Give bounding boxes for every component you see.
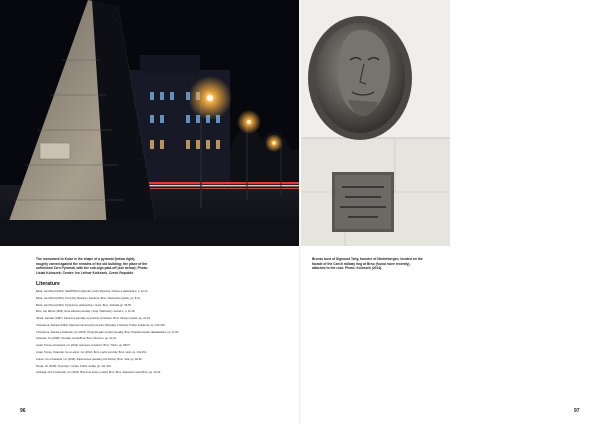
reference-item: Hlinek, Jaroslav (1987). Kamenne pamatky a pyramidy na Morave. Brno: Muzejni spolek, pp. 24-31. [36, 317, 151, 321]
right-photo-caption: Bronze bust of Sigmund Tahy, founder of Niederbergen, located on the facade of the Czech railway ring at Brno (found more recently), attached to the rock. Photo: Koleszek (2014). [312, 257, 423, 271]
reference-item: Leitner, Ivo a Koleszek, Ivo (2016). Zapomenute pamatky jizni Moravy. Brno: Jota, pp. 60-66. [36, 357, 143, 361]
reference-item: Lisiak, Tomas a Koleszek, Ivo (2011). Kamenne svedectvi. Brno: Tribun, pp. 88-97. [36, 344, 131, 348]
reference-item: Lisiak, Tomas, Koleszek, Ivo a Leitner, Ivo (2014). Brno a jeho pomniky. Brno: Host, pp. 144-151. [36, 351, 147, 355]
reference-item: Barta, Jan Mirosl (1932). Pomnicky Bystrice v literature. Brno: Vlastivedny spolek, pp. 8-15. [36, 296, 141, 300]
reference-item: Koleszek, Ivo (2008). Pamatky mesta Brna. Brno: Muzeum, pp. 12-19. [36, 337, 117, 341]
reference-item: Brno, Jan Mirosl (1939). Nove Zdenke pamatky v kraji. Vlastivedny vestnik 1, p. 12-18. [36, 310, 136, 314]
night-street-photo [0, 0, 300, 246]
bronze-relief-photo [300, 0, 450, 246]
page-number-left: 96 [20, 408, 26, 414]
reference-item: Novak, Jiri (2018). Pyramidy v Cesku. Praha: Grada, pp. 211-219. [36, 364, 112, 368]
reference-list [36, 290, 292, 378]
literature-heading: Literature [36, 281, 60, 287]
page-gutter [299, 0, 301, 424]
reference-item: Barta, Jan Mirosl (1924). Nastiff Bronzi (Zpevak z knihy Bystrice). Kultura a vlastiveda 2, p. 12-14. [36, 290, 149, 293]
page-number-right: 97 [574, 408, 580, 414]
bronze-relief-image [300, 0, 450, 246]
reference-item: Charvatova, Zdenka (1994). Tajemstvi kamennych pomniku (Pamatky a historie). Praha: Academia, pp. 103-108. [36, 323, 166, 327]
left-photo-caption: The monument to Kolar in the shape of a pyramid (below right), roughly carved against the remains of the old building; the place of the unfinished Zero Pyramid, with the sub-sign paid-off (see below); Photo: Lisiak Koleszek; Center: Ivo Leitner Koleszek, Czech Republic [36, 257, 148, 275]
reference-item: Barta, Jan Mirosl (1934). Pyramid ve vlastivednym zivote. Brno, Zahrada pp. 56-59. [36, 303, 132, 307]
reference-item: Charvatova, Zdenka a Koleszek, Ivo (2003). Pyramida jako symbol pamatky. Brno: Stredoevropske nakladatelstvi, pp. 41-52. [36, 330, 180, 334]
reference-item: Svoboda, Petr a Koleszek, Ivo (2019). Bronzove busty a reliefy Brna. Brno: Statutarni mesto Brno, pp. 33-40. [36, 371, 161, 375]
night-street-image [0, 0, 300, 246]
